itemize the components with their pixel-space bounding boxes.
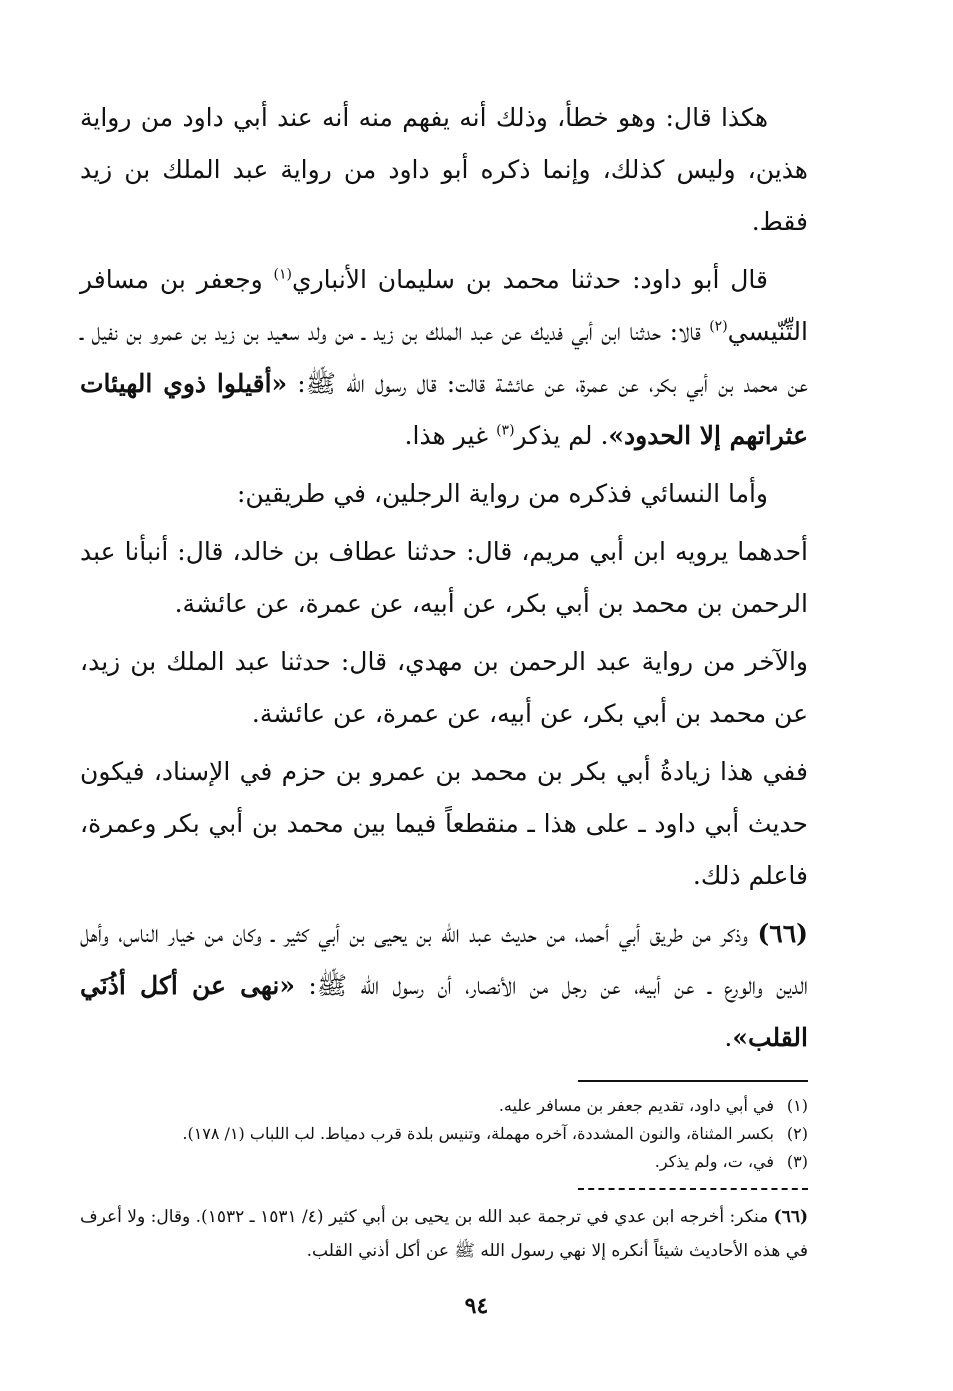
footnote-ref-3[interactable]: (٣) xyxy=(496,422,515,439)
paragraph-2-text-e: غير هذا. xyxy=(404,421,497,450)
page-number: ٩٤ xyxy=(464,1293,489,1319)
paragraph-3 xyxy=(80,468,808,520)
paragraph-7 xyxy=(80,908,808,1064)
footnote-3 xyxy=(80,1148,808,1176)
footnote-3-text: في، ت، ولم يذكر. xyxy=(654,1152,774,1171)
page-body xyxy=(80,92,808,1268)
footnote-1-text: في أبي داود، تقديم جعفر بن مسافر عليه. xyxy=(498,1096,774,1115)
paragraph-3-text: وأما النسائي فذكره من رواية الرجلين، في طريقين: xyxy=(236,479,768,508)
paragraph-7-text-a: وذكر من طريق أبي أحمد، من حديث عبد الله بن يحيى بن أبي كثير ـ وكان من خيار الناس، وأهل الدين والورع ـ عن أبيه، عن رجل من الأنصار، أن رسول الله ﷺ: xyxy=(80,919,808,1000)
paragraph-6 xyxy=(80,746,808,902)
hadith-quote-1: «أقيلوا ذوي الهيئات عثراتهم إلا الحدود» xyxy=(80,369,808,450)
footnote-ref-2[interactable]: (٢) xyxy=(709,318,728,335)
paragraph-2-text-a: قال أبو داود: حدثنا محمد بن سليمان الأنباري xyxy=(292,265,768,294)
footnote-3-number: (٣) xyxy=(786,1152,808,1171)
footnote-ref-1[interactable]: (١) xyxy=(273,266,293,283)
paragraph-2-text-b: وجعفر بن مسافر التِّنّيسي xyxy=(80,265,808,346)
paragraph-2 xyxy=(80,254,808,462)
hadith-quote-2: «نهى عن أكل أذُنَي القلب» xyxy=(80,971,808,1052)
footnote-66-number: (٦٦) xyxy=(773,1207,808,1227)
footnote-divider xyxy=(578,1080,808,1082)
footnote-1-number: (١) xyxy=(786,1096,808,1115)
footnote-1 xyxy=(80,1092,808,1120)
paragraph-2-text-c: قالا: حدثنا ابن أبي فديك عن عبد الملك بن زيد ـ من ولد سعيد بن زيد بن عمرو بن نفيل ـ عن محمد بن أبي بكر، عن عمرة، عن عائشة قالت: قال رسول الله ﷺ: xyxy=(80,317,808,398)
footnote-dashed-divider xyxy=(578,1188,808,1190)
paragraph-1-text: هكذا قال: وهو خطأ، وذلك أنه يفهم منه أنه عند أبي داود من رواية هذين، وليس كذلك، وإنما ذكره أبو داود من رواية عبد الملك بن زيد فقط. xyxy=(80,103,808,236)
hadith-number-66: (٦٦) xyxy=(757,919,808,948)
paragraph-5 xyxy=(80,636,808,740)
paragraph-2-text-d: . لم يذكر xyxy=(514,421,609,450)
footnote-2 xyxy=(80,1120,808,1148)
paragraph-5-text: والآخر من رواية عبد الرحمن بن مهدي، قال: حدثنا عبد الملك بن زيد، عن محمد بن أبي بكر، عن أبيه، عن عمرة، عن عائشة. xyxy=(80,647,808,728)
paragraph-4 xyxy=(80,526,808,630)
footnote-2-text: بكسر المثناة، والنون المشددة، آخره مهملة، وتنيس بلدة قرب دمياط. لب اللباب (١/ ١٧٨). xyxy=(182,1124,774,1143)
paragraph-6-text: ففي هذا زيادةُ أبي بكر بن محمد بن عمرو بن حزم في الإسناد، فيكون حديث أبي داود ـ على هذا ـ منقطعاً فيما بين محمد بن أبي بكر وعمرة، فاعلم ذلك. xyxy=(80,757,808,890)
footnote-66-text: منكر: أخرجه ابن عدي في ترجمة عبد الله بن يحيى بن أبي كثير (٤/ ١٥٣١ ـ ١٥٣٢). وقال: ولا أعرف في هذه الأحاديث شيئاً أنكره إلا نهي رسول الله ﷺ عن أكل أذني القلب. xyxy=(80,1207,808,1261)
footnote-66 xyxy=(80,1200,808,1268)
paragraph-4-text: أحدهما يرويه ابن أبي مريم، قال: حدثنا عطاف بن خالد، قال: أنبأنا عبد الرحمن بن محمد بن أبي بكر، عن أبيه، عن عمرة، عن عائشة. xyxy=(80,537,808,618)
paragraph-1 xyxy=(80,92,808,248)
paragraph-7-text-b: . xyxy=(724,1023,733,1052)
footnote-2-number: (٢) xyxy=(786,1124,808,1143)
